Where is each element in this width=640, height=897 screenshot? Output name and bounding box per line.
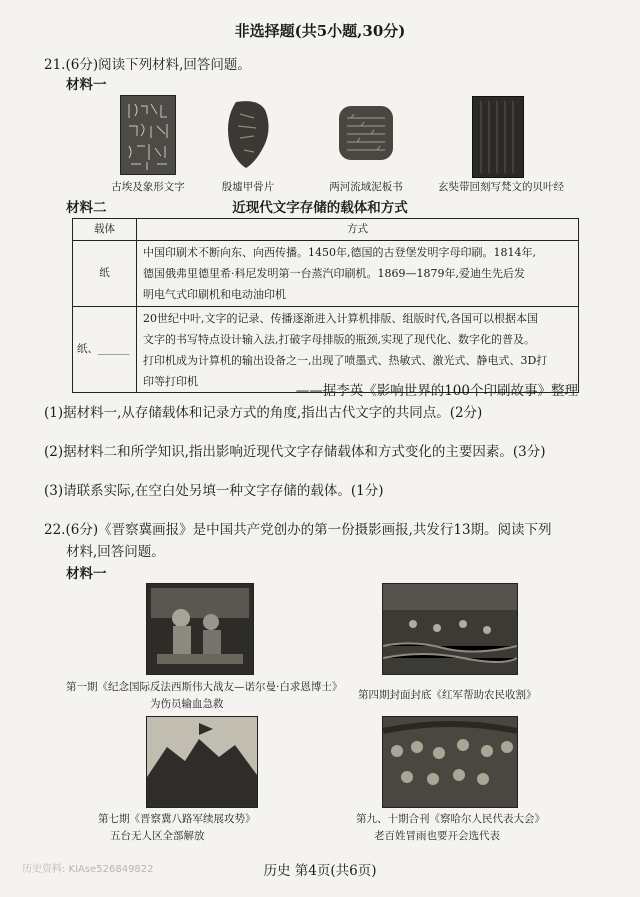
chahar-congress-photo: [382, 716, 518, 808]
q21-material-2-label: 材料二: [66, 200, 107, 216]
eighth-route-army-offensive-photo: [146, 716, 258, 808]
question-21-part-1: (1)据材料一,从存储载体和记录方式的角度,指出古代文字的共同点。(2分): [44, 405, 483, 421]
photo4-caption-line2: 老百姓冒雨也要开会选代表: [374, 830, 500, 842]
photo3-caption-line2: 五台无人区全部解放: [110, 830, 205, 842]
table-cell-method-row2: 20世纪中叶,文字的记录、传播逐渐进入计算机排版、组版时代,各国可以根据本国 文字的书写特点设计输入法,打破字母排版的瓶颈,实现了现代化、数字化的普及。 打印机成为计算机的输出设备之一,出现了喷墨式、热敏式、激光式、静电式、3D打 印等打印机: [137, 307, 579, 393]
question-21-part-3: (3)请联系实际,在空白处另填一种文字存储的载体。(1分): [44, 483, 384, 499]
red-army-harvest-photo: [382, 583, 518, 675]
table-title: 近现代文字存储的载体和方式: [232, 200, 408, 216]
image-caption-sutra: 玄奘带回刻写梵文的贝叶经: [438, 181, 564, 193]
table-header-carrier: 载体: [73, 219, 137, 241]
clay-tablet-image: [337, 104, 395, 162]
page-number: 历史 第4页(共6页): [263, 863, 377, 879]
photo1-caption-line2: 为伤员输血急救: [150, 698, 224, 710]
image-caption-clay-tablet: 两河流域泥板书: [329, 181, 403, 193]
photo4-caption-line1: 第九、十期合刊《察哈尔人民代表大会》: [356, 813, 545, 825]
table-cell-carrier-blank: 纸、______: [73, 307, 137, 393]
section-title: 非选择题(共5小题,30分): [234, 22, 406, 40]
table-header-method: 方式: [137, 219, 579, 241]
question-21-stem: 21.(6分)阅读下列材料,回答问题。: [44, 57, 251, 73]
photo1-caption-line1: 第一期《纪念国际反法西斯伟大战友—诺尔曼·白求恩博士》: [66, 681, 343, 693]
photo3-caption-line1: 第七期《晋察冀八路军续展攻势》: [98, 813, 256, 825]
table-cell-carrier-paper: 纸: [73, 241, 137, 307]
question-21-part-2: (2)据材料二和所学知识,指出影响近现代文字存储载体和方式变化的主要因素。(3分): [44, 444, 546, 460]
question-22-stem-line1: 22.(6分)《晋察冀画报》是中国共产党创办的第一份摄影画报,共发行13期。阅读下列: [44, 522, 552, 538]
q21-material-1-label: 材料一: [66, 77, 107, 93]
egyptian-hieroglyph-image: [120, 95, 176, 175]
photo2-caption: 第四期封面封底《红军帮助农民收割》: [358, 689, 537, 701]
source-citation: ——据李英《影响世界的100个印刷故事》整理: [295, 383, 578, 399]
question-22-stem-line2: 材料,回答问题。: [66, 544, 165, 560]
palm-leaf-sutra-image: [472, 96, 524, 178]
storage-carrier-table: [72, 218, 579, 393]
q22-material-1-label: 材料一: [66, 566, 107, 582]
oracle-bone-image: [224, 98, 272, 170]
bethune-transfusion-photo: [146, 583, 254, 675]
watermark: 历史资料: KIAse526849822: [22, 864, 154, 875]
image-caption-egypt: 古埃及象形文字: [111, 181, 185, 193]
image-caption-oracle: 殷墟甲骨片: [221, 181, 275, 193]
table-cell-method-row1: 中国印刷术不断向东、向西传播。1450年,德国的古登堡发明字母印刷。1814年, 德国俄弗里德里希·科尼发明第一台蒸汽印刷机。1869—1879年,爱迪生先后发 明电气式印刷机和电动油印机: [137, 241, 579, 307]
